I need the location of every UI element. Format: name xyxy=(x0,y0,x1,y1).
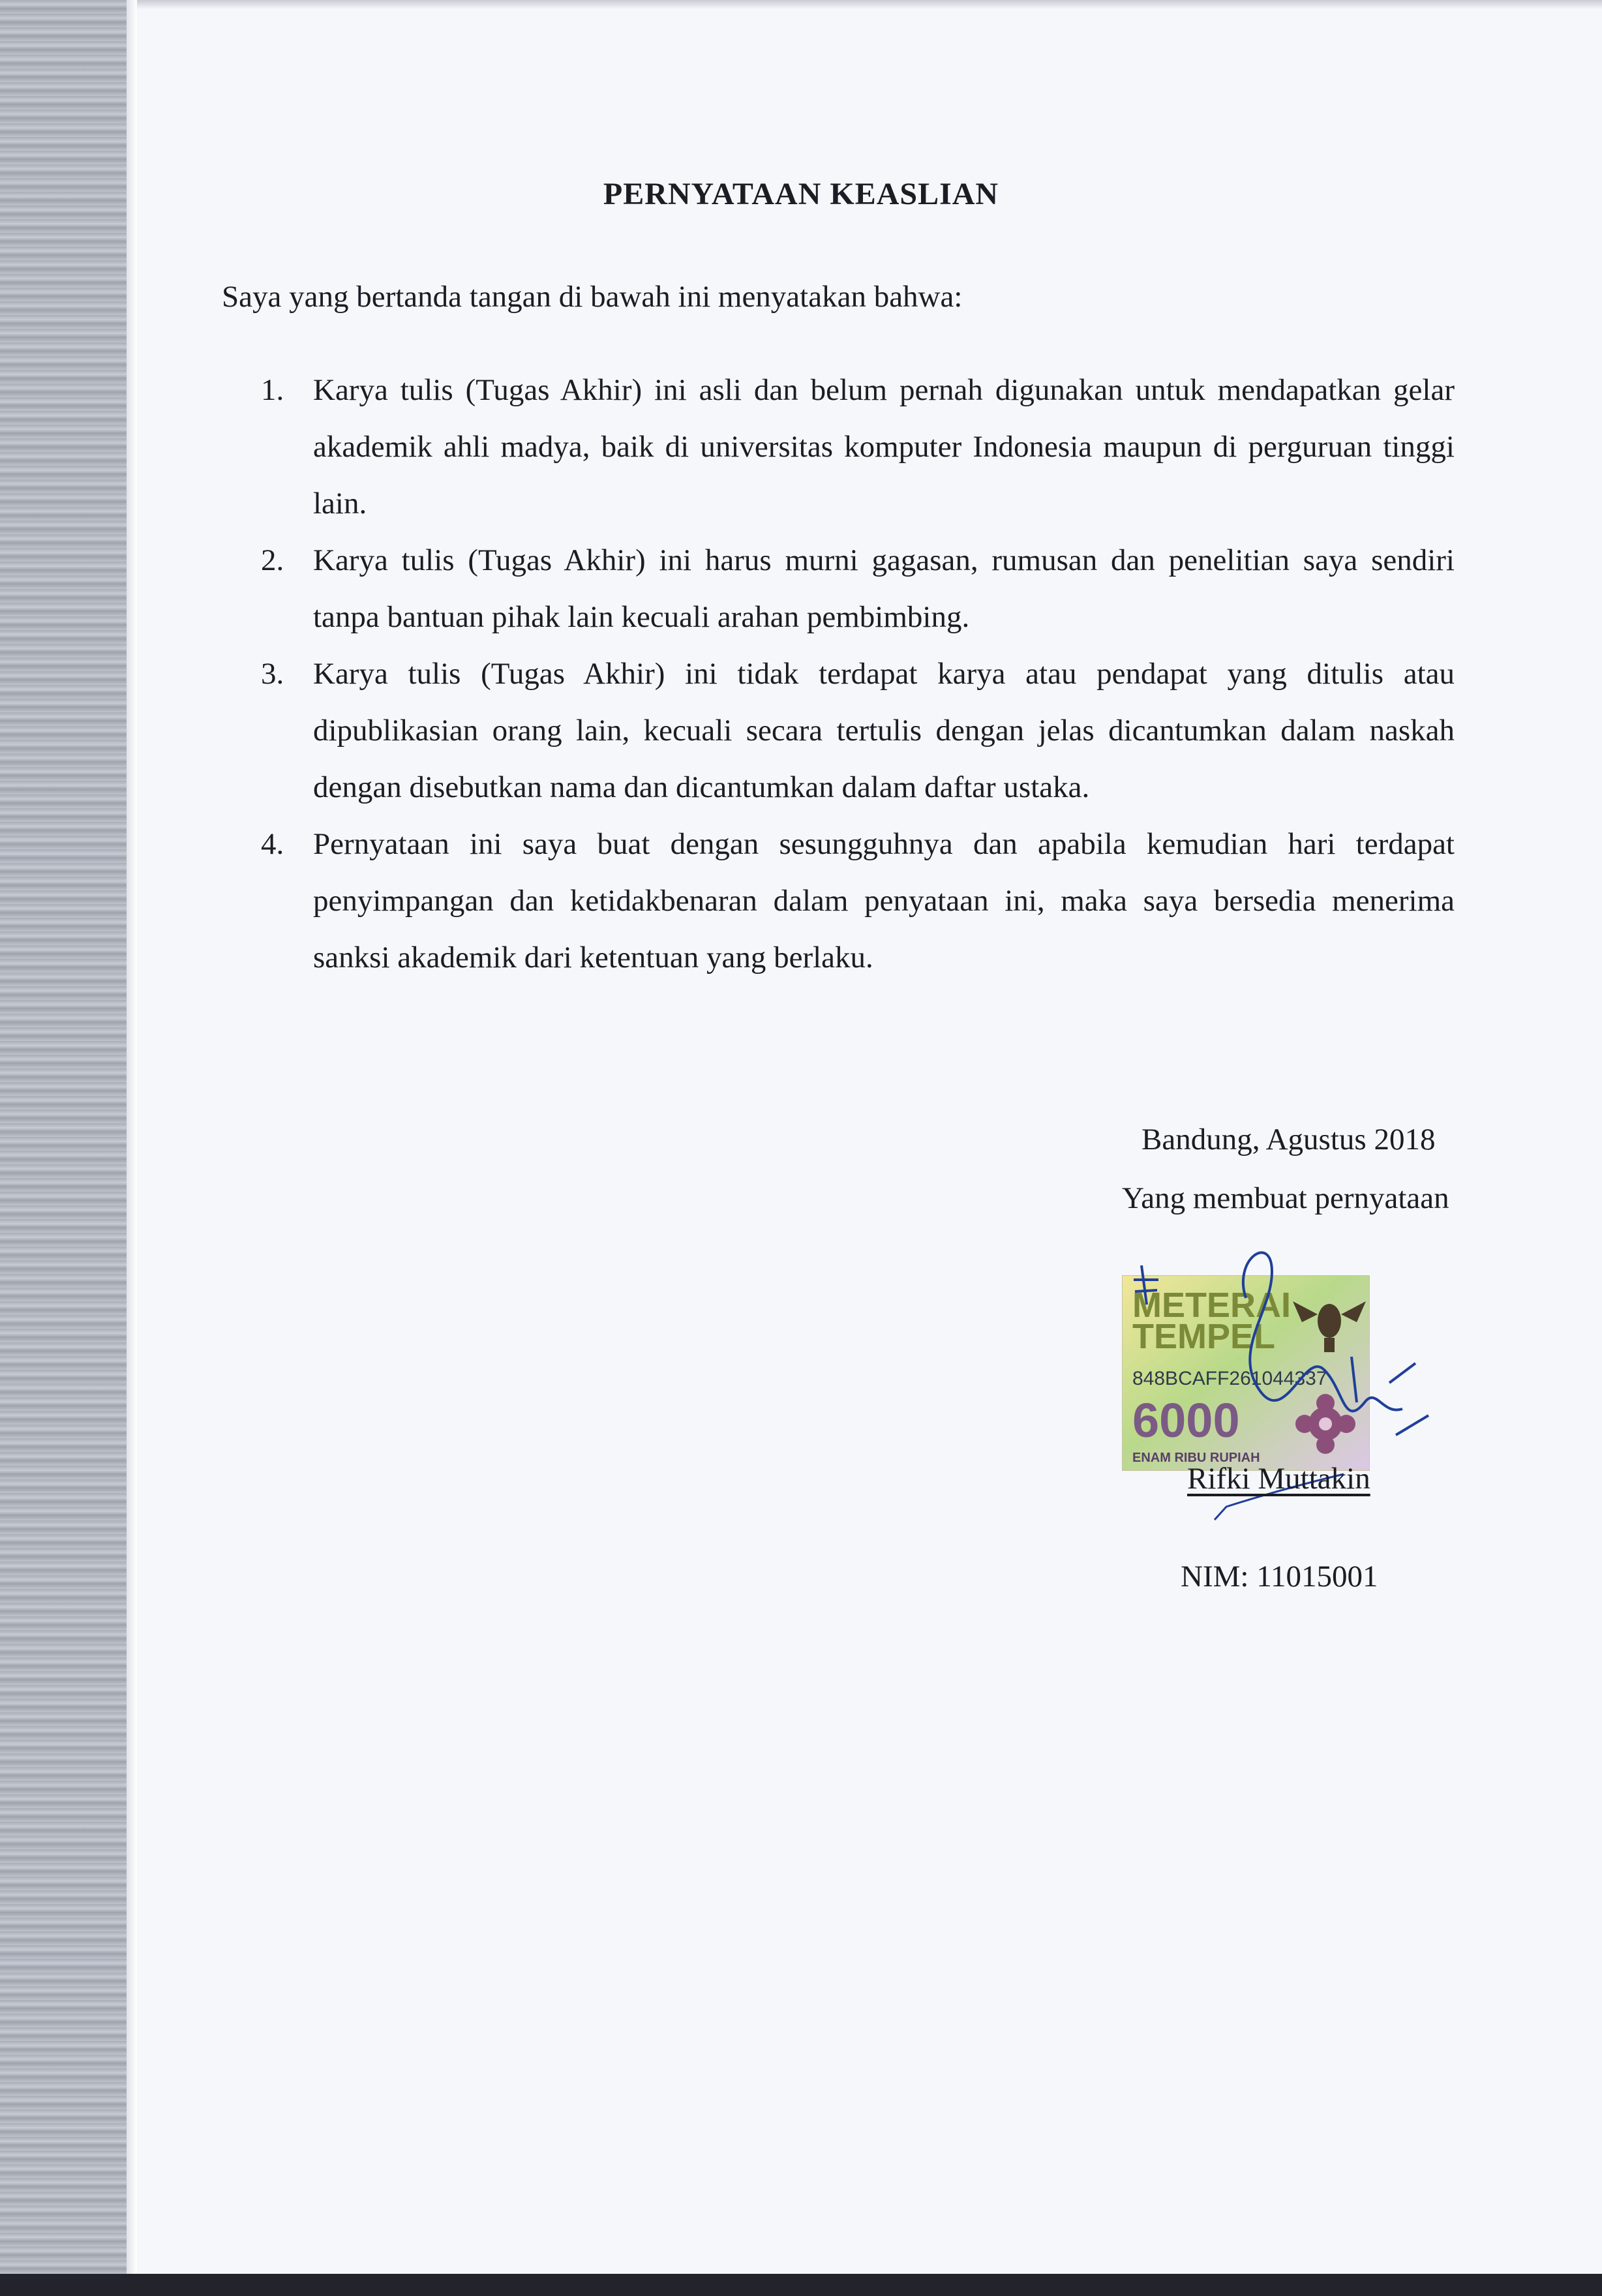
stamp-value: 6000 xyxy=(1132,1393,1240,1447)
statement-number: 3. xyxy=(261,657,284,691)
student-id: NIM: 11015001 xyxy=(1181,1560,1378,1594)
scan-top-shadow xyxy=(137,0,1602,9)
stamp-serial: 848BCAFF261044337 xyxy=(1132,1368,1327,1389)
statement-text: Karya tulis (Tugas Akhir) ini asli dan belum pernah digunakan untuk mendapatkan gelar akademik ahli madya, baik di universitas komputer Indonesia maupun di perguruan tinggi lain. xyxy=(313,373,1455,521)
statement-item xyxy=(261,532,1455,646)
stamp-title-line1: METERAI xyxy=(1132,1286,1291,1325)
statement-list xyxy=(261,362,1455,986)
signer-name: Rifki Muttakin xyxy=(1187,1462,1370,1496)
intro-text: Saya yang bertanda tangan di bawah ini menyatakan bahwa: xyxy=(222,280,963,314)
scan-bottom-edge xyxy=(0,2274,1602,2296)
document-title: PERNYATAAN KEASLIAN xyxy=(603,177,999,211)
statement-item xyxy=(261,646,1455,816)
statement-item xyxy=(261,362,1455,532)
stamp-value-words: ENAM RIBU RUPIAH xyxy=(1132,1451,1260,1465)
statement-text: Karya tulis (Tugas Akhir) ini tidak terdapat karya atau pendapat yang ditulis atau dipublikasian orang lain, kecuali secara tertulis dengan jelas dicantumkan dalam naskah dengan disebutkan nama dan dicantumkan dalam daftar ustaka. xyxy=(313,657,1455,804)
binding-strip xyxy=(0,0,137,2296)
statement-number: 1. xyxy=(261,373,284,407)
statement-number: 2. xyxy=(261,543,284,577)
maker-label: Yang membuat pernyataan xyxy=(1122,1181,1449,1215)
statement-text: Pernyataan ini saya buat dengan sesungguhnya dan apabila kemudian hari terdapat penyimpangan dan ketidakbenaran dalam penyataan ini, maka saya bersedia menerima sanksi akademik dari ketentuan yang berlaku. xyxy=(313,827,1455,974)
place-date: Bandung, Agustus 2018 xyxy=(1141,1123,1436,1156)
statement-item xyxy=(261,816,1455,986)
statement-number: 4. xyxy=(261,827,284,861)
stamp-title-line2: TEMPEL xyxy=(1132,1317,1276,1356)
statement-text: Karya tulis (Tugas Akhir) ini harus murni gagasan, rumusan dan penelitian saya sendiri tanpa bantuan pihak lain kecuali arahan pembimbing. xyxy=(313,543,1455,634)
